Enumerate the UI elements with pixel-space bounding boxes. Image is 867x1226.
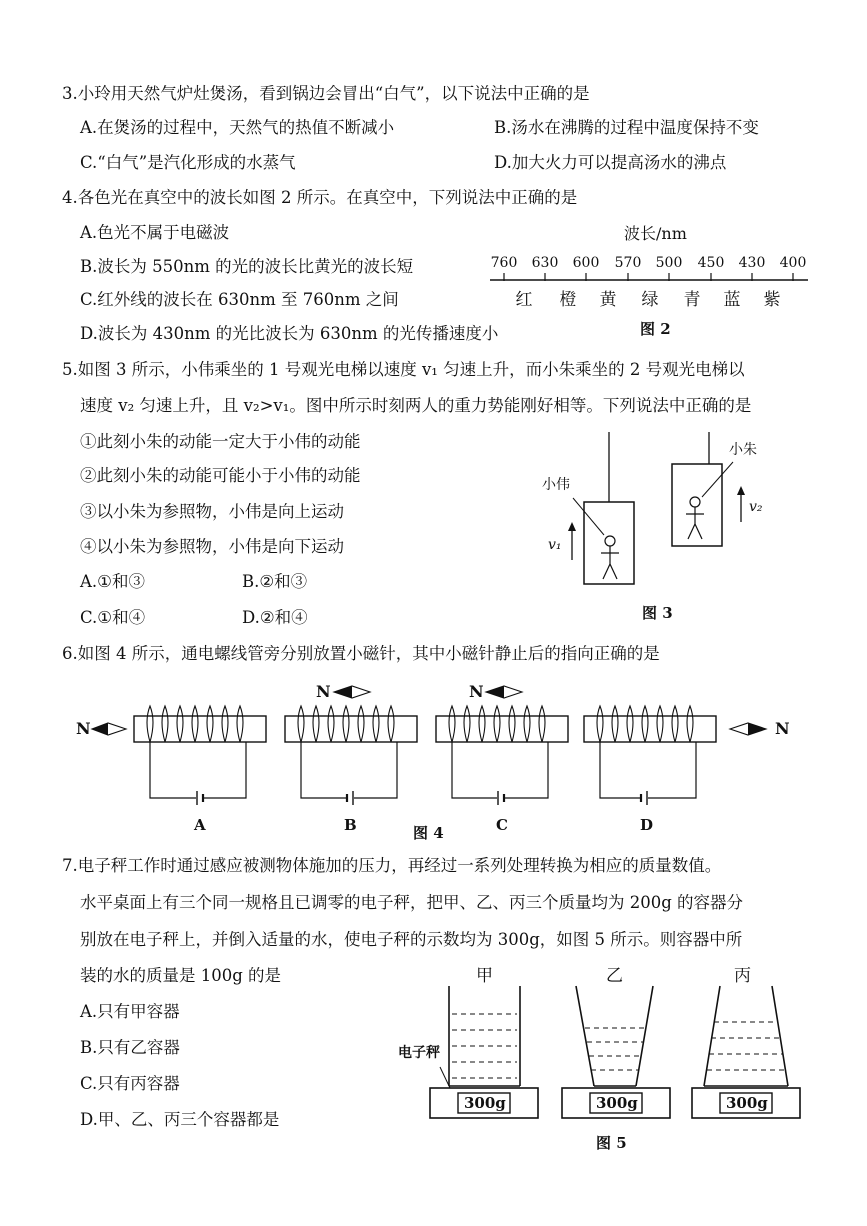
q4-option-a: A.色光不属于电磁波	[80, 223, 230, 242]
q7-option-a: A.只有甲容器	[80, 1002, 180, 1021]
q5-stem-line2: 速度 v₂ 匀速上升，且 v₂>v₁。图中所示时刻两人的重力势能刚好相等。下列说法中正确的是	[80, 396, 752, 415]
fig5-reading-jia: 300g	[464, 1094, 506, 1112]
q4-stem: 4.各色光在真空中的波长如图 2 所示。在真空中，下列说法中正确的是	[62, 188, 578, 207]
q7-option-b: B.只有乙容器	[80, 1038, 180, 1057]
fig2-tick: 570	[614, 255, 642, 271]
fig3-label-v2: v₂	[749, 499, 763, 515]
fig3-label-v1: v₁	[548, 537, 562, 553]
fig4-needle-d-north: N	[775, 719, 790, 738]
fig4-label-c: C	[496, 816, 508, 834]
q7-option-c: C.只有丙容器	[80, 1074, 180, 1093]
q7-line3: 别放在电子秤上，并倒入适量的水，使电子秤的示数均为 300g，如图 5 所示。则容器中所	[80, 930, 743, 949]
fig2-tick: 630	[531, 255, 559, 271]
q3-stem: 3.小玲用天然气炉灶煲汤，看到锅边会冒出“白气”，以下说法中正确的是	[62, 84, 590, 103]
fig5-label-yi: 乙	[606, 966, 623, 986]
q3-option-a: A.在煲汤的过程中，天然气的热值不断减小	[80, 118, 395, 137]
fig2-color-cyan: 青	[683, 290, 701, 310]
q5-statement-3: ③以小朱为参照物，小伟是向上运动	[80, 502, 344, 521]
fig2-color-violet: 紫	[763, 290, 781, 310]
q5-statement-2: ②此刻小朱的动能可能小于小伟的动能	[80, 466, 361, 485]
fig2-color-red: 红	[515, 290, 533, 310]
fig2-tick: 600	[572, 255, 600, 271]
q6-stem: 6.如图 4 所示，通电螺线管旁分别放置小磁针，其中小磁针静止后的指向正确的是	[62, 644, 660, 663]
q7-line4: 装的水的质量是 100g 的是	[80, 966, 282, 985]
fig2-tick: 400	[779, 255, 807, 271]
q3-option-b: B.汤水在沸腾的过程中温度保持不变	[494, 118, 759, 137]
q7-option-d: D.甲、乙、丙三个容器都是	[80, 1110, 280, 1129]
q7-line1: 7.电子秤工作时通过感应被测物体施加的压力，再经过一系列处理转换为相应的质量数值。	[62, 856, 722, 875]
fig2-tick: 760	[490, 255, 518, 271]
q7-line2: 水平桌面上有三个同一规格且已调零的电子秤，把甲、乙、丙三个质量均为 200g 的容器分	[80, 893, 744, 912]
fig4-label-d: D	[640, 816, 654, 834]
q4-option-d: D.波长为 430nm 的光比波长为 630nm 的光传播速度小	[80, 324, 499, 343]
fig5-label-bing: 丙	[734, 966, 751, 986]
q5-option-c: C.①和④	[80, 608, 146, 627]
fig2-tick: 450	[697, 255, 725, 271]
fig2-color-orange: 橙	[559, 290, 577, 310]
fig4-label-b: B	[344, 816, 357, 834]
fig3-caption: 图 3	[642, 604, 673, 622]
fig3-label-xiaowei: 小伟	[542, 477, 570, 493]
fig4-needle-c-north: N	[469, 682, 484, 701]
q5-option-d: D.②和④	[242, 608, 308, 627]
fig4-label-a: A	[194, 816, 206, 834]
q3-option-d: D.加大火力可以提高汤水的沸点	[494, 153, 727, 172]
fig4-needle-a-north: N	[76, 719, 91, 738]
q5-statement-4: ④以小朱为参照物，小伟是向下运动	[80, 537, 344, 556]
fig2-caption: 图 2	[640, 320, 671, 338]
fig4-caption: 图 4	[413, 824, 444, 842]
q5-option-b: B.②和③	[242, 572, 308, 591]
fig5-label-jia: 甲	[476, 966, 493, 986]
q3-option-c: C.“白气”是汽化形成的水蒸气	[80, 153, 296, 172]
fig2-tick: 430	[738, 255, 766, 271]
fig2-tick: 500	[655, 255, 683, 271]
q5-option-a: A.①和③	[80, 572, 145, 591]
fig2-color-yellow: 黄	[599, 290, 617, 310]
fig5-caption: 图 5	[596, 1134, 627, 1152]
fig4-needle-b-north: N	[316, 682, 331, 701]
q5-statement-1: ①此刻小朱的动能一定大于小伟的动能	[80, 432, 361, 451]
fig5-reading-bing: 300g	[726, 1094, 768, 1112]
fig2-color-blue: 蓝	[723, 290, 741, 310]
fig5-scale-label: 电子秤	[398, 1045, 440, 1061]
fig5-reading-yi: 300g	[596, 1094, 638, 1112]
fig2-color-green: 绿	[641, 290, 659, 310]
q5-stem-line1: 5.如图 3 所示，小伟乘坐的 1 号观光电梯以速度 v₁ 匀速上升，而小朱乘坐的 2 号观光电梯以	[62, 360, 745, 379]
q4-option-c: C.红外线的波长在 630nm 至 760nm 之间	[80, 290, 399, 309]
fig2-unit-label: 波长/nm	[624, 224, 687, 243]
fig3-label-xiaozhu: 小朱	[729, 442, 757, 458]
q4-option-b: B.波长为 550nm 的光的波长比黄光的波长短	[80, 257, 414, 276]
